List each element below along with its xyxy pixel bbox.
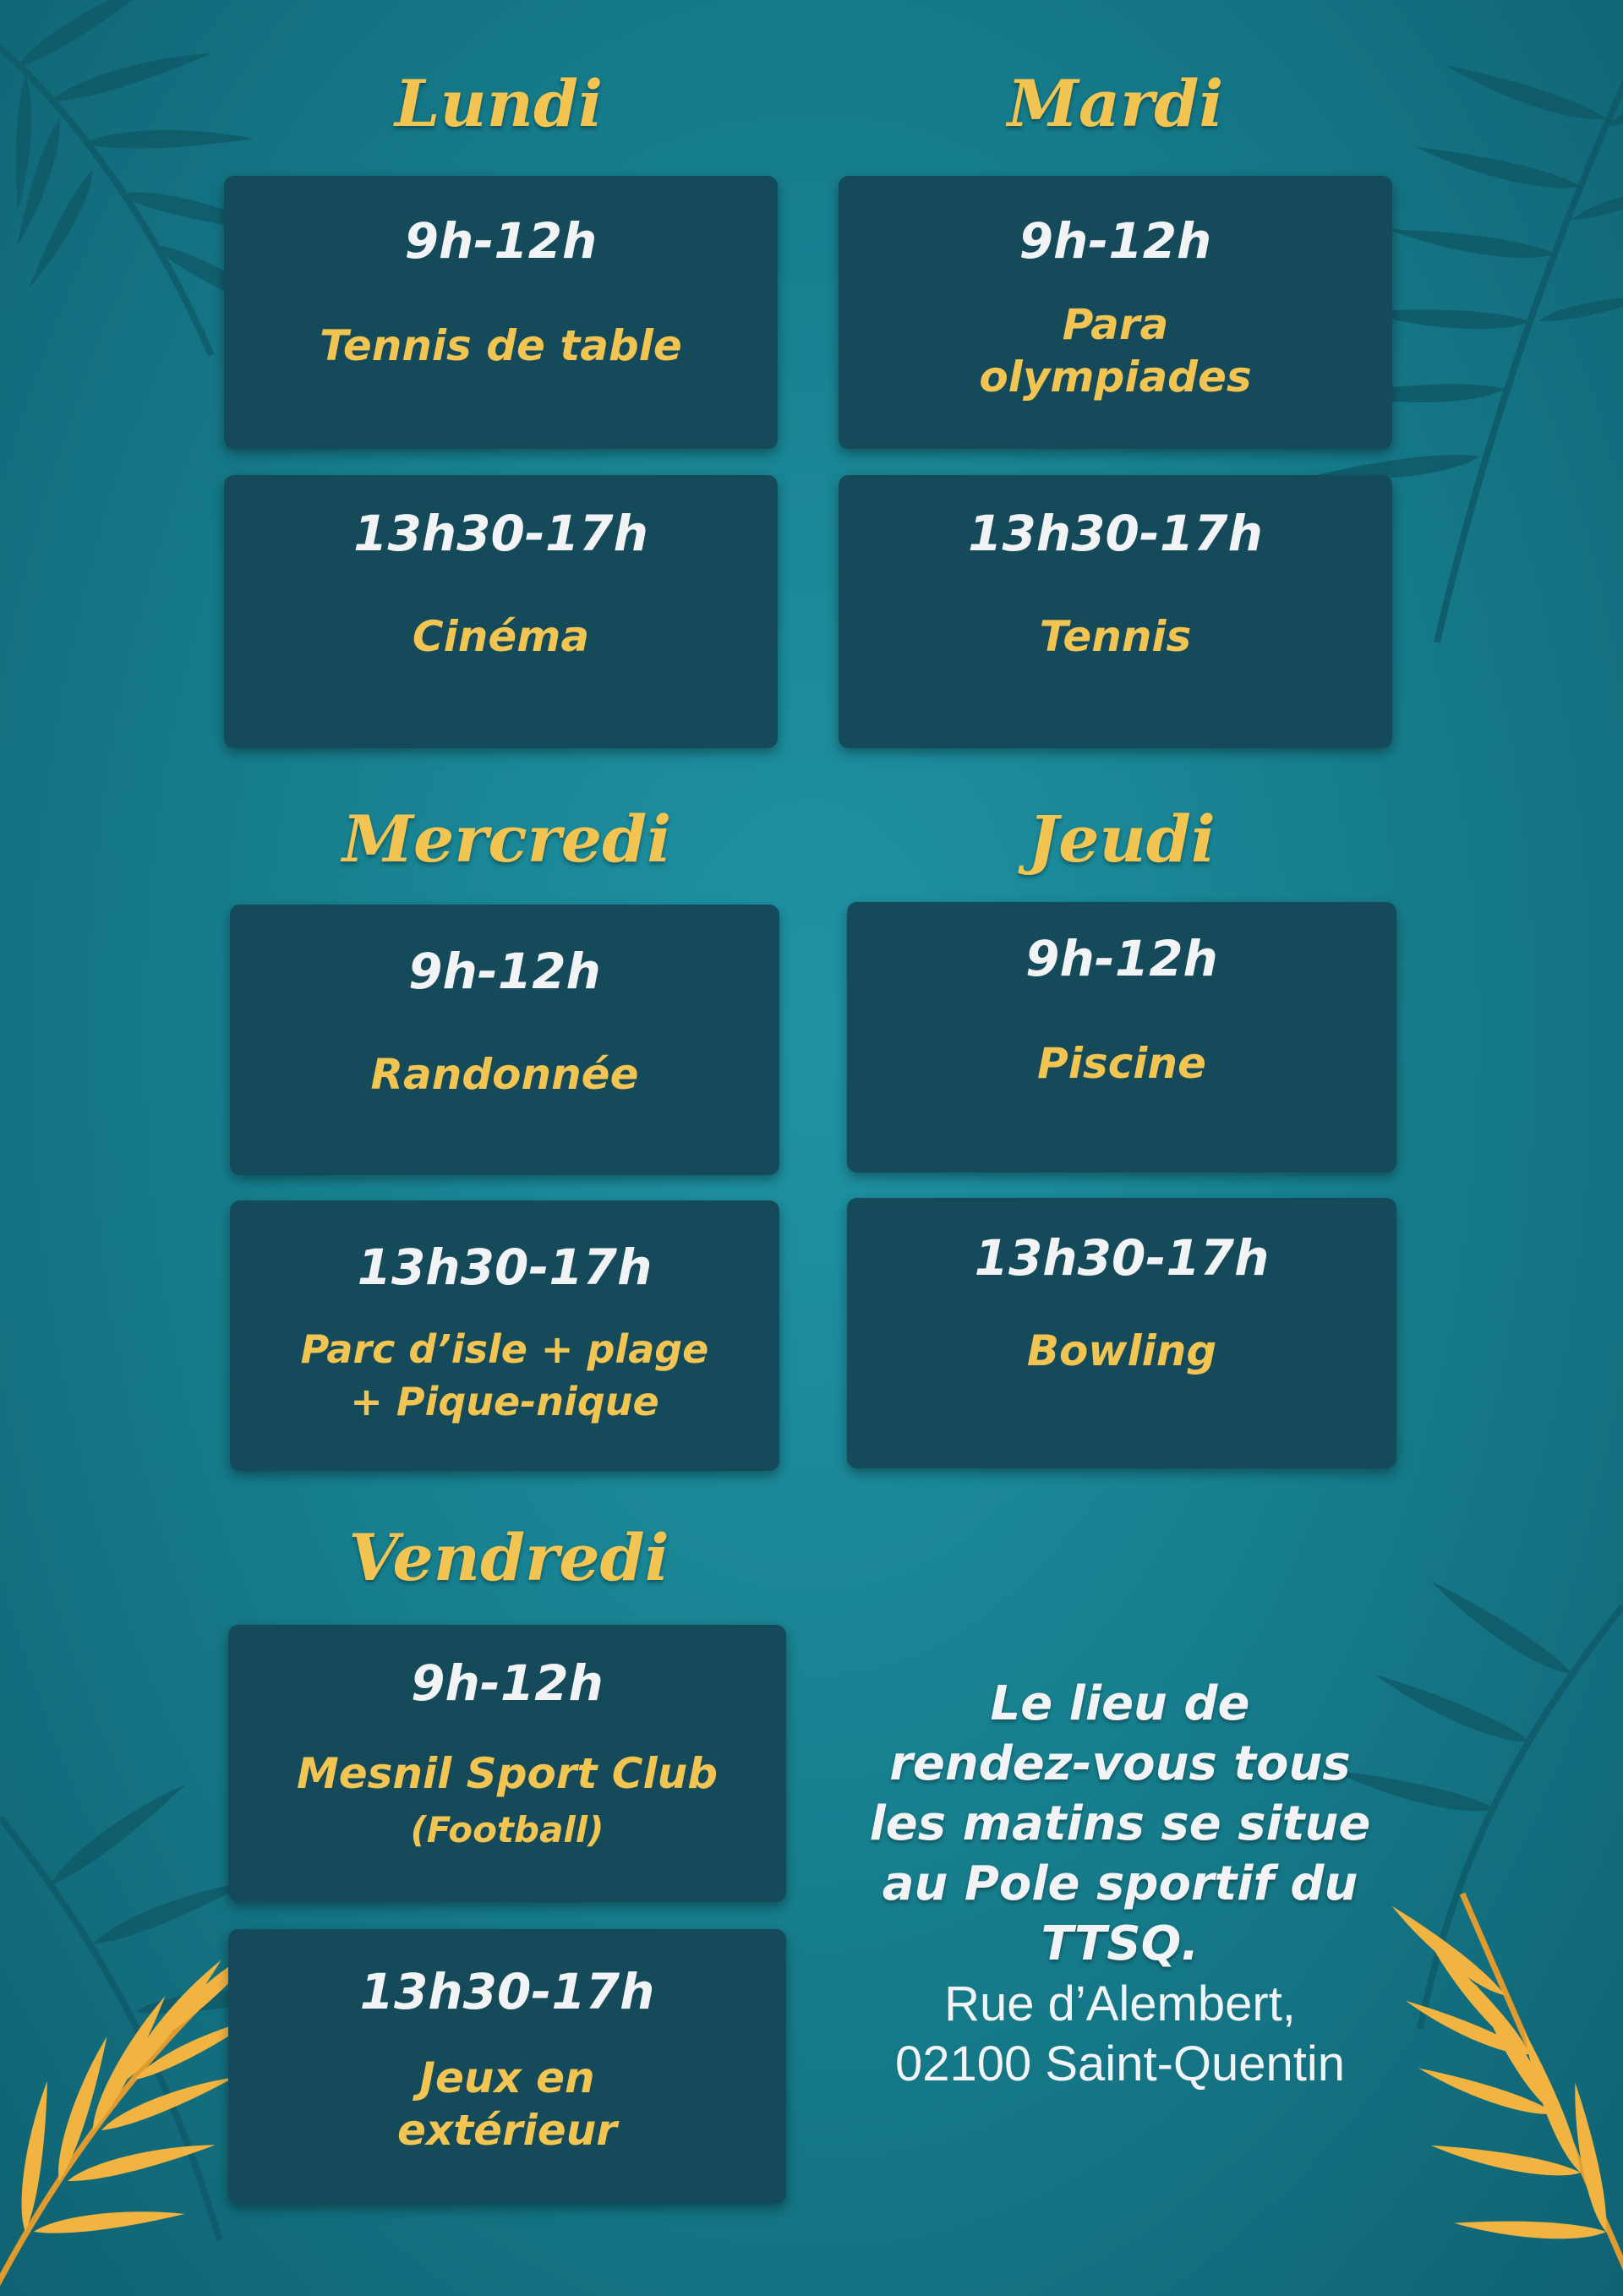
- slot-time: 13h30-17h: [359, 1963, 655, 2020]
- slot-lundi-afternoon: [224, 475, 778, 748]
- slot-time: 13h30-17h: [353, 505, 648, 562]
- slot-activity: Para olympiades: [979, 300, 1252, 402]
- day-title-vendredi: Vendredi: [348, 1520, 669, 1595]
- slot-time: 9h-12h: [1025, 930, 1218, 987]
- meeting-address: Rue d’Alembert, 02100 Saint-Quentin: [894, 1976, 1346, 2091]
- slot-mardi-morning: [839, 176, 1392, 449]
- day-title-mardi: Mardi: [1007, 66, 1224, 141]
- slot-activity: Tennis: [1039, 612, 1192, 661]
- day-title-mercredi: Mercredi: [342, 801, 672, 877]
- slot-mardi-afternoon: [839, 475, 1392, 748]
- slot-time: 13h30-17h: [357, 1238, 653, 1296]
- palm-leaf-icon: [1387, 1894, 1623, 2282]
- slot-lundi-morning: [224, 176, 778, 449]
- day-title-lundi: Lundi: [395, 66, 603, 141]
- slot-activity: Parc d’isle + plage + Pique-nique: [300, 1326, 709, 1424]
- slot-activity: Tennis de table: [320, 321, 682, 370]
- meeting-place-text: Le lieu de rendez-vous tous les matins se situe au Pole sportif du TTSQ.: [869, 1676, 1371, 1971]
- slot-jeudi-morning: [847, 902, 1396, 1173]
- slot-activity: Cinéma: [412, 612, 590, 661]
- slot-activity: Piscine: [1037, 1039, 1206, 1088]
- meeting-info: [845, 1674, 1395, 2094]
- slot-activity: Jeux en extérieur: [397, 2053, 617, 2155]
- slot-time: 13h30-17h: [974, 1229, 1270, 1287]
- slot-time: 9h-12h: [411, 1654, 604, 1712]
- slot-time: 9h-12h: [404, 212, 598, 270]
- slot-activity-note: (Football): [410, 1809, 604, 1850]
- slot-activity: Bowling: [1026, 1326, 1217, 1375]
- slot-jeudi-afternoon: [847, 1198, 1396, 1468]
- slot-mercredi-afternoon: [230, 1200, 779, 1471]
- slot-time: 9h-12h: [1019, 212, 1212, 270]
- slot-time: 13h30-17h: [968, 505, 1263, 562]
- slot-vendredi-afternoon: [228, 1929, 786, 2204]
- slot-activity: Randonnée: [370, 1050, 639, 1099]
- slot-time: 9h-12h: [408, 943, 601, 1000]
- day-title-jeudi: Jeudi: [1028, 801, 1216, 877]
- slot-vendredi-morning: [228, 1625, 786, 1902]
- slot-mercredi-morning: [230, 905, 779, 1175]
- slot-activity: Mesnil Sport Club: [296, 1749, 719, 1798]
